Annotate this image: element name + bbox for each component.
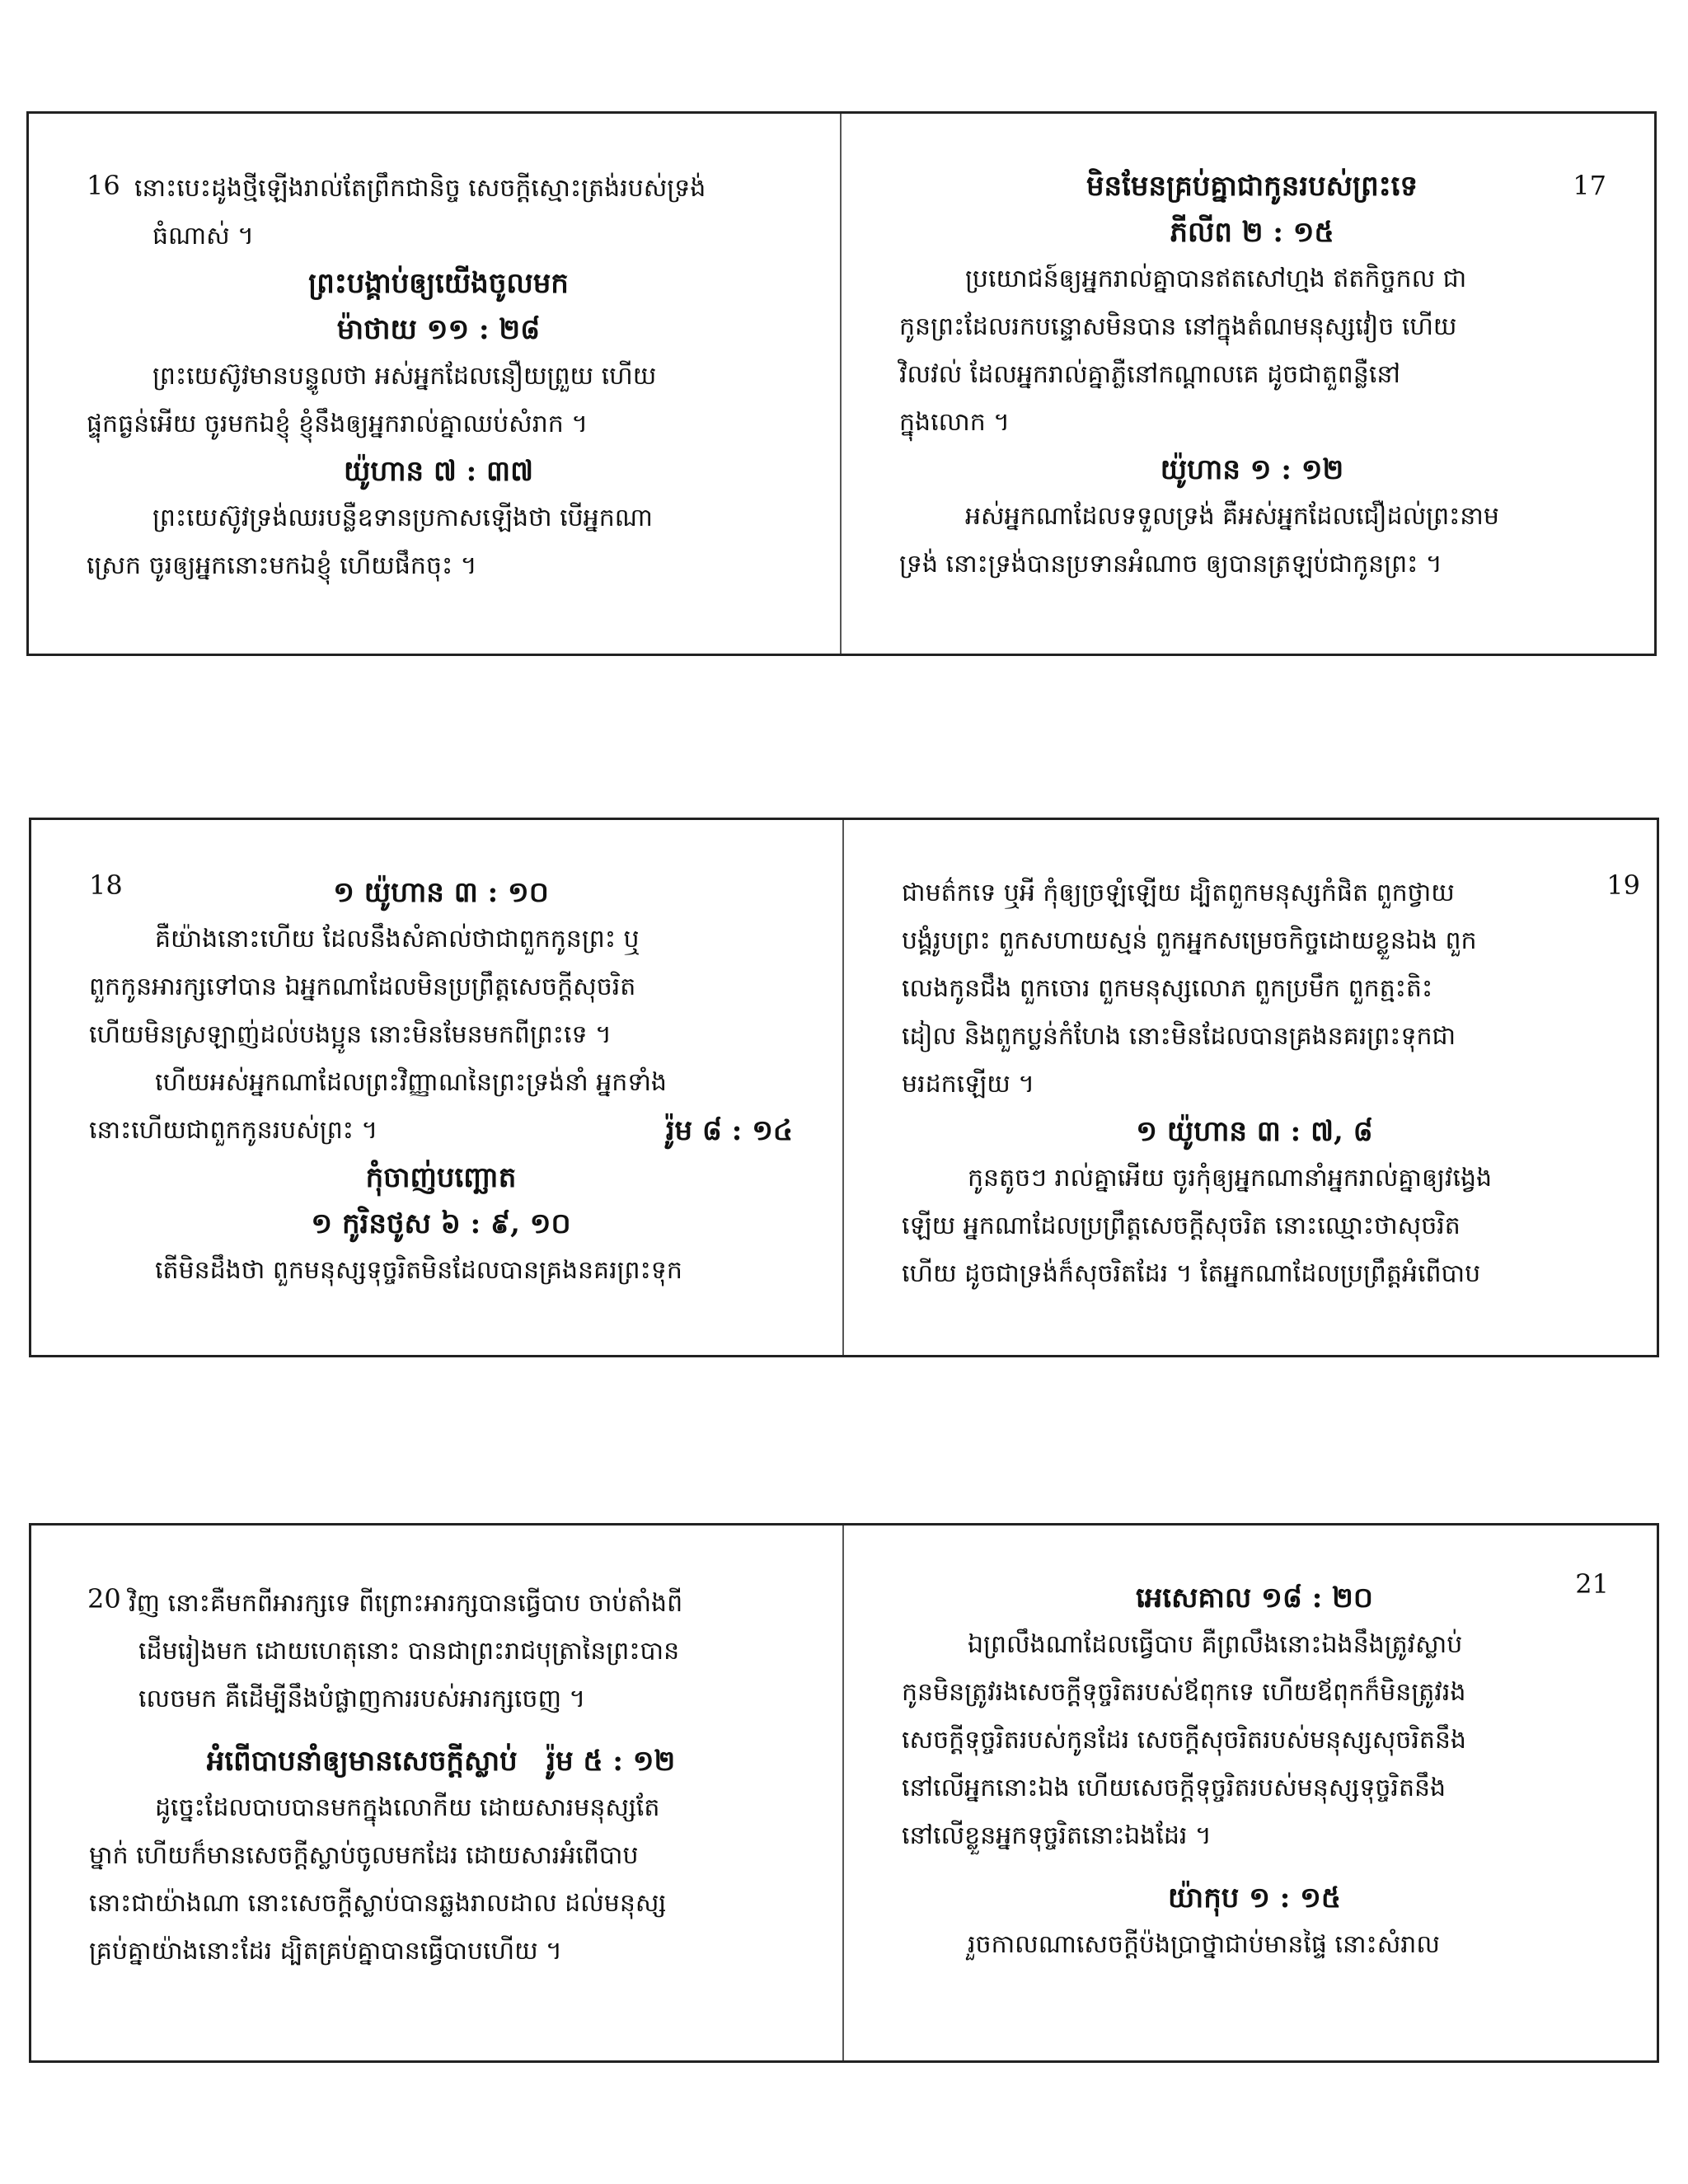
verse-reference: រ៉ូម ៥ : ១២ bbox=[546, 1745, 676, 1778]
verse-reference: ម៉ាថាយ ១១ : ២៨ bbox=[336, 313, 541, 346]
text-line: រួចកាលណាសេចក្ដីប៉ងប្រាថ្នាជាប់មានផ្ទៃ នោះសំរាល bbox=[968, 1930, 1440, 1959]
text-line: ឡើយ អ្នកណាដែលប្រព្រឹត្តសេចក្ដីសុចរិត នោះឈ្មោះថាសុចរិត bbox=[902, 1212, 1461, 1240]
text-line: ព្រះយេស៊ូវទ្រង់ឈរបន្លឺឧទានប្រកាសឡើងថា បើអ្នកណា bbox=[152, 504, 653, 532]
card-pages-16-17 bbox=[26, 111, 1657, 656]
text-line: នៅលើខ្លួនអ្នកទុច្ចរិតនោះឯងដែរ ។ bbox=[902, 1821, 1212, 1850]
text-line: វិលវល់ ដែលអ្នករាល់គ្នាភ្លឺនៅកណ្ដាលគេ ដូចជាតួពន្លឺនៅ bbox=[899, 360, 1400, 389]
text-line: ហើយអស់អ្នកណាដែលព្រះវិញ្ញាណនៃព្រះទ្រង់នាំ អ្នកទាំង bbox=[155, 1068, 667, 1097]
text-line: លេចមក គឺដើម្បីនឹងបំផ្លាញការរបស់អារក្សចេញ ។ bbox=[138, 1685, 586, 1713]
verse-reference: អេសេគាល ១៨ : ២០ bbox=[1136, 1582, 1373, 1615]
text-line: គឺយ៉ាងនោះហើយ ដែលនឹងសំគាល់ថាជាពួកកូនព្រះ ឬ bbox=[155, 925, 640, 954]
text-line: ធំណាស់ ។ bbox=[152, 222, 255, 251]
text-line: ផ្ទុកធ្ងន់អើយ ចូរមកឯខ្ញុំ ខ្ញុំនឹងឲ្យអ្នករាល់គ្នាឈប់សំរាក ។ bbox=[87, 410, 588, 438]
page-number: 21 bbox=[1575, 1568, 1609, 1600]
heading-text: អំពើបាបនាំឲ្យមានសេចក្ដីស្លាប់ bbox=[206, 1745, 518, 1778]
verse-reference: ភីលីព ២ : ១៥ bbox=[1170, 216, 1334, 249]
verse-reference: ១ យ៉ូហាន ៣ : ៧, ៨ bbox=[1136, 1115, 1373, 1148]
page-number: 19 bbox=[1606, 869, 1640, 901]
text-line: នោះបេះដូងថ្មីឡើងរាល់តែព្រឹកជានិច្ច សេចក្ដីស្មោះត្រង់របស់ទ្រង់ bbox=[134, 174, 706, 203]
text-line: បង្គំរូបព្រះ ពួកសហាយស្មន់ ពួកអ្នកសម្រេចកិច្ចដោយខ្លួនឯង ពួក bbox=[902, 926, 1477, 955]
text-line: នោះជាយ៉ាងណា នោះសេចក្ដីស្លាប់បានឆ្លងរាលដាល ដល់មនុស្ស bbox=[89, 1889, 667, 1918]
verse-reference: យ៉ូហាន ១ : ១២ bbox=[1160, 453, 1344, 486]
text-line bbox=[89, 1107, 793, 1155]
text-line: កូនតូចៗ រាល់គ្នាអើយ ចូរកុំឲ្យអ្នកណានាំអ្នករាល់គ្នាឲ្យវង្វេង bbox=[968, 1164, 1493, 1193]
spacer bbox=[89, 1723, 793, 1738]
verse-reference: យ៉ាកុប ១ : ១៥ bbox=[1168, 1882, 1341, 1915]
text-span: នោះហើយជាពួកកូនរបស់ព្រះ ។ bbox=[89, 1116, 378, 1145]
page-20 bbox=[31, 1526, 844, 2060]
text-line: ក្នុងលោក ។ bbox=[899, 408, 1010, 437]
text-line: ហើយ ដូចជាទ្រង់ក៏សុចរិតដែរ ។ តែអ្នកណាដែលប្រព្រឹត្តអំពើបាប bbox=[902, 1259, 1481, 1288]
text-line: កូនមិនត្រូវរងសេចក្ដីទុច្ចរិតរបស់ឪពុកទេ ហើយឪពុកក៏មិនត្រូវរង bbox=[902, 1678, 1466, 1707]
section-heading: ព្រះបង្គាប់ឲ្យយើងចូលមក bbox=[308, 267, 569, 300]
text-line: គ្រប់គ្នាយ៉ាងនោះដែរ ដ្បិតគ្រប់គ្នាបានធ្វើបាបហើយ ។ bbox=[89, 1937, 562, 1966]
text-line: ប្រយោជន៍ឲ្យអ្នករាល់គ្នាបានឥតសៅហ្មង ឥតកិច្ចកល ជា bbox=[965, 265, 1467, 293]
text-line: កូនព្រះដែលរកបន្ទោសមិនបាន នៅក្នុងតំណមនុស្សវៀច ហើយ bbox=[899, 312, 1457, 341]
text-line: មរដកឡើយ ។ bbox=[902, 1070, 1035, 1099]
page-number: 20 bbox=[87, 1583, 121, 1615]
page-19 bbox=[844, 820, 1657, 1355]
verse-reference: រ៉ូម ៨ : ១៤ bbox=[665, 1114, 793, 1147]
text-line: ឯព្រលឹងណាដែលធ្វើបាប គឺព្រលឹងនោះឯងនឹងត្រូវស្លាប់ bbox=[968, 1630, 1463, 1659]
text-line: នៅលើអ្នកនោះឯង ហើយសេចក្ដីទុច្ចរិតរបស់មនុស្សទុច្ចរិតនឹង bbox=[902, 1774, 1447, 1802]
page-number: 17 bbox=[1573, 170, 1606, 201]
section-heading bbox=[89, 1738, 793, 1784]
text-line: ពួកកូនអារក្សទៅបាន ឯអ្នកណាដែលមិនប្រព្រឹត្តសេចក្ដីសុចរិត bbox=[89, 972, 636, 1001]
page-18 bbox=[31, 820, 844, 1355]
page-21 bbox=[844, 1526, 1657, 2060]
card-pages-18-19 bbox=[29, 818, 1659, 1357]
text-line: ដៀល និងពួកប្លន់កំហែង នោះមិនដែលបានគ្រងនគរព្រះទុកជា bbox=[902, 1022, 1456, 1051]
text-line: តើមិនដឹងថា ពួកមនុស្សទុច្ចរិតមិនដែលបានគ្រងនគរព្រះទុក bbox=[155, 1256, 682, 1285]
text-line: វិញ នោះគឺមកពីអារក្សទេ ពីព្រោះអារក្សបានធ្វើបាប ចាប់តាំងពី bbox=[129, 1589, 683, 1618]
page-16 bbox=[29, 114, 842, 654]
section-heading: កុំចាញ់បញ្ឆោត bbox=[365, 1161, 517, 1194]
section-heading: មិនមែនគ្រប់គ្នាជាកូនរបស់ព្រះទេ bbox=[1085, 170, 1418, 203]
text-line: ដូច្នេះដែលបាបបានមកក្នុងលោកីយ ដោយសារមនុស្សតែ bbox=[155, 1793, 660, 1822]
text-line: លេងកូនជឹង ពួកចោរ ពួកមនុស្សលោភ ពួកប្រមឹក ពួកត្មះតិះ bbox=[902, 974, 1433, 1003]
text-line: ដើមរៀងមក ដោយហេតុនោះ បានជាព្រះរាជបុត្រានៃព្រះបាន bbox=[138, 1637, 680, 1666]
page-17 bbox=[842, 114, 1654, 654]
verse-reference: ១ យ៉ូហាន ៣ : ១០ bbox=[333, 876, 549, 909]
text-line: ទ្រង់ នោះទ្រង់បានប្រទានអំណាច ឲ្យបានត្រឡប់ជាកូនព្រះ ។ bbox=[899, 550, 1442, 579]
verse-reference: ១ កូរិនថូស ៦ : ៩, ១០ bbox=[311, 1207, 571, 1240]
text-line: ម្នាក់ ហើយក៏មានសេចក្ដីស្លាប់ចូលមកដែរ ដោយសារអំពើបាប bbox=[89, 1841, 639, 1870]
spacer bbox=[902, 1860, 1607, 1875]
text-line: សេចក្ដីទុច្ចរិតរបស់កូនដែរ សេចក្ដីសុចរិតរបស់មនុស្សសុចរិតនឹង bbox=[902, 1726, 1466, 1755]
text-line: ជាមត៌កទេ ឬអី កុំឲ្យច្រឡំឡើយ ដ្បិតពួកមនុស្សកំផិត ពួកថ្វាយ bbox=[902, 879, 1455, 907]
page-number: 16 bbox=[87, 170, 120, 201]
text-line: អស់អ្នកណាដែលទទួលទ្រង់ គឺអស់អ្នកដែលជឿដល់ព្រះនាម bbox=[965, 502, 1499, 531]
text-line: ស្រេក ចូរឲ្យអ្នកនោះមកឯខ្ញុំ ហើយផឹកចុះ ។ bbox=[87, 551, 477, 580]
card-pages-20-21 bbox=[29, 1523, 1659, 2063]
page-number: 18 bbox=[89, 869, 123, 901]
verse-reference: យ៉ូហាន ៧ : ៣៧ bbox=[343, 455, 533, 488]
text-line: ព្រះយេស៊ូវមានបន្ទូលថា អស់អ្នកដែលនឿយព្រួយ ហើយ bbox=[152, 362, 657, 391]
text-line: ហើយមិនស្រឡាញ់ដល់បងប្អូន នោះមិនមែនមកពីព្រះទេ ។ bbox=[89, 1020, 612, 1049]
